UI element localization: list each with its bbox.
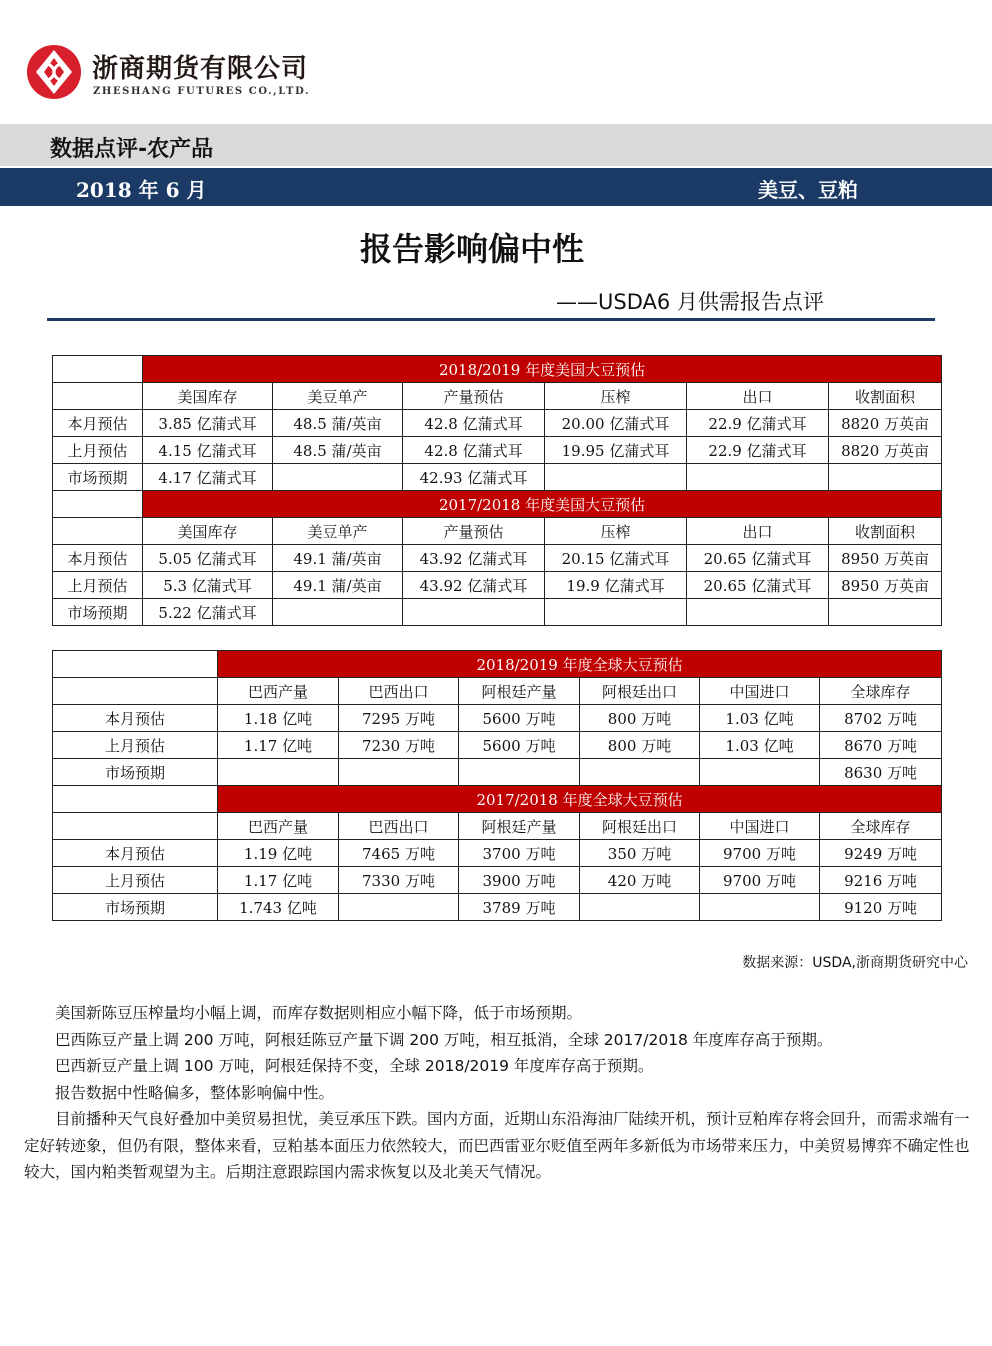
company-name-cn: 浙商期货有限公司 [92, 54, 309, 84]
title-divider [47, 318, 935, 321]
date-band [0, 168, 992, 206]
column-header: 巴西产量 [218, 813, 339, 840]
table-cell: 1.19 亿吨 [218, 840, 339, 867]
column-header-row [53, 813, 942, 840]
row-label: 本月预估 [53, 705, 218, 732]
report-subtitle: ——USDA6 月供需报告点评 [556, 290, 824, 314]
row-label: 上月预估 [53, 867, 218, 894]
table-cell: 5.22 亿蒲式耳 [143, 599, 273, 626]
table-cell: 3.85 亿蒲式耳 [143, 410, 273, 437]
table-cell: 7465 万吨 [339, 840, 459, 867]
table-cell [273, 464, 403, 491]
section-title: 2017/2018 年度美国大豆预估 [143, 491, 942, 518]
table-cell: 8950 万英亩 [829, 545, 942, 572]
table-cell [700, 894, 820, 921]
table-cell: 8702 万吨 [820, 705, 942, 732]
column-header: 出口 [687, 383, 829, 410]
data-source: 数据来源：USDA,浙商期货研究中心 [742, 955, 968, 971]
table-cell: 420 万吨 [580, 867, 700, 894]
row-label: 本月预估 [53, 840, 218, 867]
table-cell [829, 599, 942, 626]
row-label: 本月预估 [53, 545, 143, 572]
column-header: 美豆单产 [273, 383, 403, 410]
table-cell: 1.03 亿吨 [700, 732, 820, 759]
table-cell: 42.8 亿蒲式耳 [403, 437, 545, 464]
table-cell: 9700 万吨 [700, 867, 820, 894]
table-cell: 800 万吨 [580, 732, 700, 759]
us-soybean-table [52, 355, 942, 626]
header-corner-cell [53, 383, 143, 410]
table-cell: 20.15 亿蒲式耳 [545, 545, 687, 572]
table-cell [687, 464, 829, 491]
column-header: 收割面积 [829, 383, 942, 410]
row-label: 市场预期 [53, 759, 218, 786]
commentary-paragraph: 美国新陈豆压榨量均小幅上调，而库存数据则相应小幅下降，低于市场预期。 [55, 1004, 583, 1022]
row-label: 上月预估 [53, 732, 218, 759]
column-header: 美豆单产 [273, 518, 403, 545]
table-cell: 22.9 亿蒲式耳 [687, 437, 829, 464]
table-cell: 9700 万吨 [700, 840, 820, 867]
table-cell: 1.17 亿吨 [218, 732, 339, 759]
table-cell: 5600 万吨 [459, 705, 580, 732]
column-header: 阿根廷出口 [580, 813, 700, 840]
table-cell: 3900 万吨 [459, 867, 580, 894]
table-cell: 43.92 亿蒲式耳 [403, 572, 545, 599]
table-cell: 43.92 亿蒲式耳 [403, 545, 545, 572]
table-row [53, 410, 942, 437]
report-title: 报告影响偏中性 [359, 230, 584, 268]
table-cell: 9120 万吨 [820, 894, 942, 921]
column-header: 美国库存 [143, 518, 273, 545]
report-subject: 美豆、豆粕 [758, 178, 858, 202]
table-cell: 49.1 蒲/英亩 [273, 545, 403, 572]
category-band [0, 124, 992, 166]
table-cell [273, 599, 403, 626]
table-cell [580, 759, 700, 786]
column-header: 巴西产量 [218, 678, 339, 705]
section-corner-cell [53, 491, 143, 518]
column-header: 出口 [687, 518, 829, 545]
table-row [53, 894, 942, 921]
table-cell: 3700 万吨 [459, 840, 580, 867]
table-cell: 20.65 亿蒲式耳 [687, 545, 829, 572]
column-header: 产量预估 [403, 383, 545, 410]
table-cell: 42.93 亿蒲式耳 [403, 464, 545, 491]
column-header: 产量预估 [403, 518, 545, 545]
table-row [53, 705, 942, 732]
table-cell: 4.17 亿蒲式耳 [143, 464, 273, 491]
commentary-paragraph: 巴西新豆产量上调 100 万吨，阿根廷保持不变，全球 2018/2019 年度库存高于预期。 [55, 1057, 654, 1075]
table-cell: 48.5 蒲/英亩 [273, 410, 403, 437]
table-cell: 1.17 亿吨 [218, 867, 339, 894]
section-title-row [53, 786, 942, 813]
company-name-en: ZHESHANG FUTURES CO.,LTD. [93, 86, 311, 97]
company-logo-icon [26, 44, 82, 100]
column-header: 全球库存 [820, 813, 942, 840]
header-corner-cell [53, 518, 143, 545]
table-cell [829, 464, 942, 491]
table-cell: 7230 万吨 [339, 732, 459, 759]
table-cell: 8950 万英亩 [829, 572, 942, 599]
table-cell: 8820 万英亩 [829, 437, 942, 464]
table-cell: 8820 万英亩 [829, 410, 942, 437]
table-cell: 19.9 亿蒲式耳 [545, 572, 687, 599]
table-cell: 8670 万吨 [820, 732, 942, 759]
table-cell: 4.15 亿蒲式耳 [143, 437, 273, 464]
table-row [53, 464, 942, 491]
header-corner-cell [53, 678, 218, 705]
column-header: 收割面积 [829, 518, 942, 545]
section-corner-cell [53, 651, 218, 678]
row-label: 市场预期 [53, 464, 143, 491]
column-header: 阿根廷产量 [459, 813, 580, 840]
column-header: 压榨 [545, 383, 687, 410]
commentary-paragraph: 目前播种天气良好叠加中美贸易担忧，美豆承压下跌。国内方面，近期山东沿海油厂陆续开机，预计豆粕库存将会回升，而需求端有一定好转迹象，但仍有限，整体来看，豆粕基本面压力依然较大，而巴西雷亚尔贬值至两年多新低为市场带来压力，中美贸易博弈不确定性也较大，国内粕类暂观望为主。后期注意跟踪国内需求恢复以及北美天气情况。 [24, 1110, 970, 1181]
row-label: 本月预估 [53, 410, 143, 437]
column-header: 中国进口 [700, 813, 820, 840]
table-cell: 7330 万吨 [339, 867, 459, 894]
row-label: 上月预估 [53, 572, 143, 599]
section-title: 2018/2019 年度美国大豆预估 [143, 356, 942, 383]
column-header: 美国库存 [143, 383, 273, 410]
column-header: 中国进口 [700, 678, 820, 705]
table-cell [580, 894, 700, 921]
column-header-row [53, 383, 942, 410]
table-cell [339, 894, 459, 921]
table-cell: 42.8 亿蒲式耳 [403, 410, 545, 437]
commentary [24, 1000, 972, 1186]
column-header: 压榨 [545, 518, 687, 545]
category-label: 数据点评-农产品 [50, 137, 214, 162]
report-date: 2018 年 6 月 [76, 178, 207, 202]
table-row [53, 759, 942, 786]
table-cell: 5.05 亿蒲式耳 [143, 545, 273, 572]
table-cell: 20.65 亿蒲式耳 [687, 572, 829, 599]
table-cell [218, 759, 339, 786]
table-cell: 19.95 亿蒲式耳 [545, 437, 687, 464]
row-label: 上月预估 [53, 437, 143, 464]
table-cell: 49.1 蒲/英亩 [273, 572, 403, 599]
table-row [53, 437, 942, 464]
section-corner-cell [53, 356, 143, 383]
table-cell: 800 万吨 [580, 705, 700, 732]
table-cell [687, 599, 829, 626]
section-title-row [53, 651, 942, 678]
section-title-row [53, 491, 942, 518]
column-header: 全球库存 [820, 678, 942, 705]
global-soybean-table [52, 650, 942, 921]
column-header: 阿根廷出口 [580, 678, 700, 705]
table-row [53, 599, 942, 626]
column-header-row [53, 518, 942, 545]
table-cell: 5600 万吨 [459, 732, 580, 759]
table-cell: 1.18 亿吨 [218, 705, 339, 732]
section-title-row [53, 356, 942, 383]
header-corner-cell [53, 813, 218, 840]
column-header: 巴西出口 [339, 813, 459, 840]
table-cell: 1.743 亿吨 [218, 894, 339, 921]
column-header-row [53, 678, 942, 705]
column-header: 巴西出口 [339, 678, 459, 705]
table-cell: 5.3 亿蒲式耳 [143, 572, 273, 599]
table-cell: 7295 万吨 [339, 705, 459, 732]
table-cell: 48.5 蒲/英亩 [273, 437, 403, 464]
column-header: 阿根廷产量 [459, 678, 580, 705]
commentary-paragraph: 巴西陈豆产量上调 200 万吨，阿根廷陈豆产量下调 200 万吨，相互抵消，全球 2017/2018 年度库存高于预期。 [55, 1030, 833, 1049]
section-title: 2018/2019 年度全球大豆预估 [218, 651, 942, 678]
table-cell [339, 759, 459, 786]
table-cell: 8630 万吨 [820, 759, 942, 786]
table-cell [545, 464, 687, 491]
table-cell [700, 759, 820, 786]
table-cell [545, 599, 687, 626]
table-row [53, 867, 942, 894]
table-cell: 1.03 亿吨 [700, 705, 820, 732]
section-title: 2017/2018 年度全球大豆预估 [218, 786, 942, 813]
table-row [53, 545, 942, 572]
row-label: 市场预期 [53, 599, 143, 626]
table-cell: 350 万吨 [580, 840, 700, 867]
table-cell: 9249 万吨 [820, 840, 942, 867]
row-label: 市场预期 [53, 894, 218, 921]
commentary-paragraph: 报告数据中性略偏多，整体影响偏中性。 [55, 1083, 335, 1102]
section-corner-cell [53, 786, 218, 813]
table-cell [459, 759, 580, 786]
table-cell [403, 599, 545, 626]
table-cell: 3789 万吨 [459, 894, 580, 921]
table-row [53, 840, 942, 867]
table-cell: 22.9 亿蒲式耳 [687, 410, 829, 437]
table-row [53, 732, 942, 759]
table-cell: 9216 万吨 [820, 867, 942, 894]
table-cell: 20.00 亿蒲式耳 [545, 410, 687, 437]
table-row [53, 572, 942, 599]
